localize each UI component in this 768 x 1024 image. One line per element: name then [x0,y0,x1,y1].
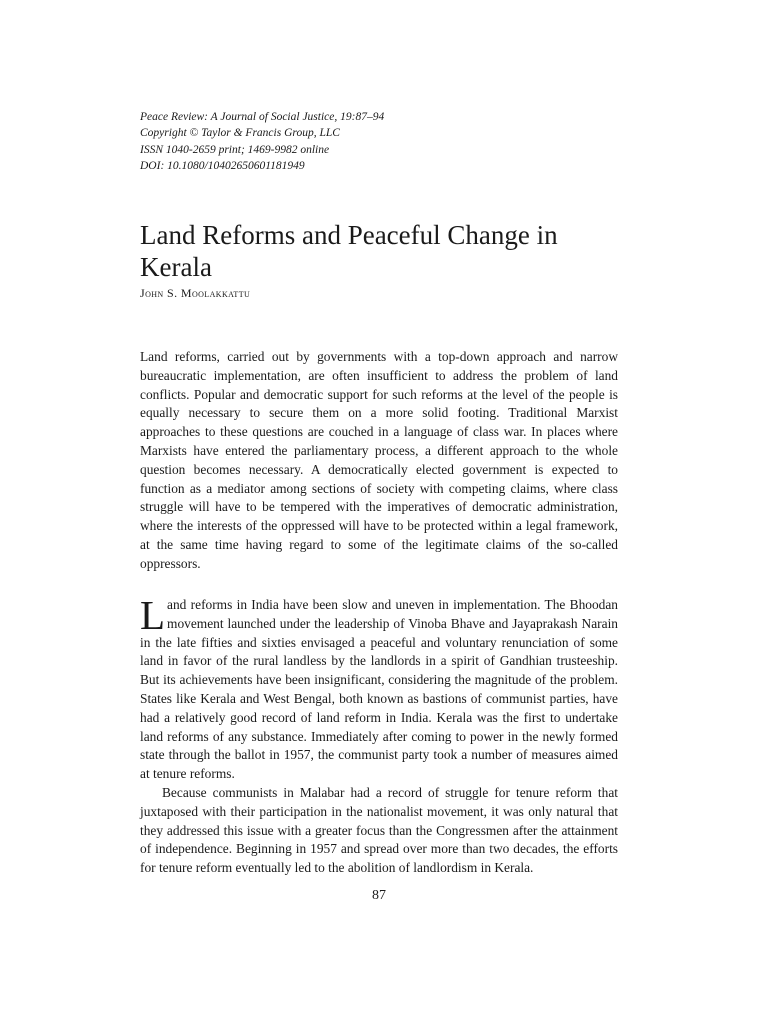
article-title: Land Reforms and Peaceful Change in Kerala [140,220,558,282]
journal-metadata [140,109,618,175]
copyright-line: Copyright © Taylor & Francis Group, LLC [140,127,340,140]
page-number: 87 [372,888,386,903]
doi-line[interactable]: DOI: 10.1080/10402650601181949 [140,160,305,173]
abstract: Land reforms, carried out by governments with a top-down approach and narrow bureaucratic implementation, are often insufficient to address the problem of land conflicts. Popular and democratic support for such reforms at the level of the people is equally necessary to secure them on a more solid footing. Traditional Marxist approaches to these questions are couched in a language of class war. In places where Marxists have entered the parliamentary process, a different approach to the whole question becomes necessary. A democratically elected government is expected to function as a mediator among sections of society with competing claims, where class struggle will have to be tempered with the imperatives of democratic administration, where the interests of the oppressed will have to be protected within a legal framework, at the same time having regard to some of the legitimate claims of the so-called oppressors. [140,349,618,571]
article-body [140,592,618,878]
body-paragraph-1 [140,592,618,784]
drop-cap: L [140,592,166,638]
body-paragraph-1-text: and reforms in India have been slow and uneven in implementation. The Bhoodan movement launched under the leadership of Vinoba Bhave and Jayaprakash Narain in the late fifties and sixties envisaged a peaceful and voluntary renunciation of some land in favor of the rural landless by the landlords in a spirit of Gandhian trusteeship. But its achievements have been insignificant, considering the magnitude of the problem. States like Kerala and West Bengal, both known as bastions of communist parties, have had a relatively good record of land reform in India. Kerala was the first to undertake land reforms of any substance. Immediately after coming to power in the newly formed state through the ballot in 1957, the communist party took a number of measures aimed at tenure reforms. [140,597,618,782]
issn-line: ISSN 1040-2659 print; 1469-9982 online [140,143,330,156]
article-author: John S. Moolakkattu [140,286,251,300]
journal-citation: Peace Review: A Journal of Social Justice, 19:87–94 [140,111,385,123]
body-paragraph-2: Because communists in Malabar had a record of struggle for tenure reform that juxtaposed with their participation in the nationalist movement, it was only natural that they addressed this issue with a greater focus than the Congressmen after the attainment of independence. Beginning in 1957 and spread over more than two decades, the efforts for tenure reform eventually led to the abolition of landlordism in Kerala. [140,784,618,876]
